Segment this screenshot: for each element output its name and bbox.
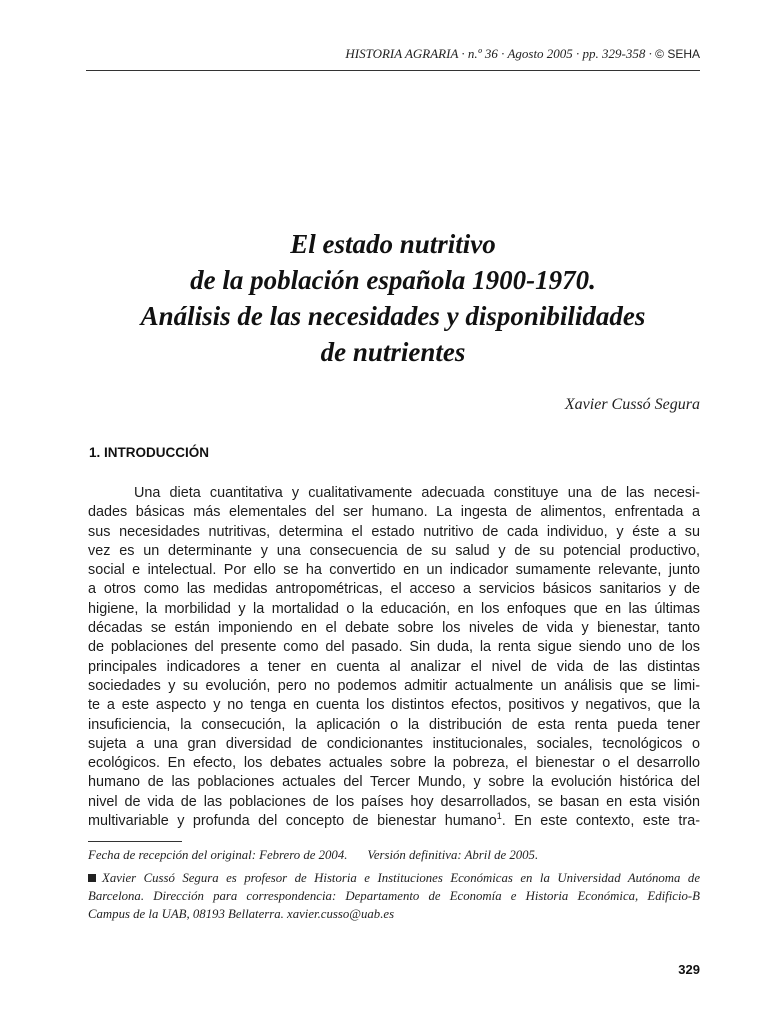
text-line: sus necesidades nutritivas, determina el estado nutritivo de cada individuo, y éste a su bbox=[88, 523, 700, 540]
text-line: Una dieta cuantitativa y cualitativamente adecuada constituye una de las necesi- bbox=[134, 485, 700, 501]
article-title bbox=[86, 226, 700, 370]
text-line: higiene, la morbilidad y la mortalidad o la educación, en los enfoques que en las últimas bbox=[88, 600, 700, 617]
footnote-text: Xavier Cussó Segura es profesor de Historia e Instituciones Económicas en la Universidad Autónoma de bbox=[102, 871, 700, 885]
title-line: de la población española 1900-1970. bbox=[190, 265, 596, 295]
text-line: vez es un determinante y una consecuencia de su salud y de su potencial productivo, bbox=[88, 542, 700, 559]
text-line: te a este aspecto y no tenga en cuenta los distintos efectos, positivos y negativos, que la bbox=[88, 697, 700, 714]
text-fragment: multivariable y profunda del concepto de bienestar humano bbox=[88, 813, 497, 830]
footnote-line: Campus de la UAB, 08193 Bellaterra. xavier.cusso@uab.es bbox=[88, 907, 395, 921]
header-rule bbox=[86, 70, 700, 71]
title-line: El estado nutritivo bbox=[290, 229, 496, 259]
text-line: sujeta a una gran diversidad de condicionantes institucionales, sociales, tecnológicos o bbox=[88, 735, 700, 752]
text-line: insuficiencia, la consecución, la aplicación o la distribución de esta renta pueda tener bbox=[88, 716, 700, 733]
page-number: 329 bbox=[678, 962, 700, 977]
text-line: a otros como las medidas antropométricas, el acceso a servicios básicos sanitarios y de bbox=[88, 581, 700, 598]
author-name: Xavier Cussó Segura bbox=[564, 396, 700, 413]
text-line: ecológicos. En efecto, los debates actuales sobre la pobreza, el bienestar o el desarrollo bbox=[88, 755, 700, 772]
text-line: social e intelectual. Por ello se ha convertido en un indicador sumamente relevante, junto bbox=[88, 562, 700, 579]
text-line: décadas se están imponiendo en el debate sobre los niveles de vida y bienestar, tanto bbox=[88, 620, 700, 637]
body-paragraph bbox=[88, 484, 700, 831]
title-line: Análisis de las necesidades y disponibilidades bbox=[140, 301, 646, 331]
title-line: de nutrientes bbox=[320, 337, 466, 367]
footnote-rule bbox=[88, 841, 182, 842]
text-line: humano de las poblaciones actuales del Tercer Mundo, y sobre la evolución histórica del bbox=[88, 774, 700, 791]
footnote-dates bbox=[88, 848, 700, 863]
final-version-date: Versión definitiva: Abril de 2005. bbox=[367, 848, 539, 862]
footnote-line: Barcelona. Dirección para correspondencia: Departamento de Economía e Historia Económica, Edificio-B bbox=[88, 889, 700, 903]
running-head bbox=[86, 46, 700, 62]
author-footnote bbox=[88, 869, 700, 923]
text-line: dades básicas más elementales del ser humano. La ingesta de alimentos, enfrentada a bbox=[88, 504, 700, 521]
text-line: sociedades y su evolución, pero no podemos admitir actualmente un análisis que se limi- bbox=[88, 677, 700, 694]
square-bullet-icon bbox=[88, 874, 96, 882]
text-fragment: . En este contexto, este tra- bbox=[501, 813, 700, 830]
text-line: principales indicadores a tener en cuenta al analizar el nivel de vida de las distintas bbox=[88, 658, 700, 675]
text-line: nivel de vida de las poblaciones de los países hoy desarrollados, se basan en esta visión bbox=[88, 793, 700, 810]
section-heading: 1. INTRODUCCIÓN bbox=[89, 445, 210, 460]
received-date: Fecha de recepción del original: Febrero de 2004. bbox=[88, 848, 348, 862]
footnote-reference[interactable]: 1 bbox=[496, 812, 502, 822]
journal-citation: HISTORIA AGRARIA · n.º 36 · Agosto 2005 · pp. 329-358 · bbox=[345, 46, 652, 61]
copyright-notice: © SEHA bbox=[655, 47, 700, 61]
text-line: de poblaciones del presente como del pasado. Sin duda, la renta sigue siendo uno de los bbox=[88, 639, 700, 656]
text-line-last bbox=[88, 812, 700, 831]
footnote-line bbox=[88, 869, 700, 887]
